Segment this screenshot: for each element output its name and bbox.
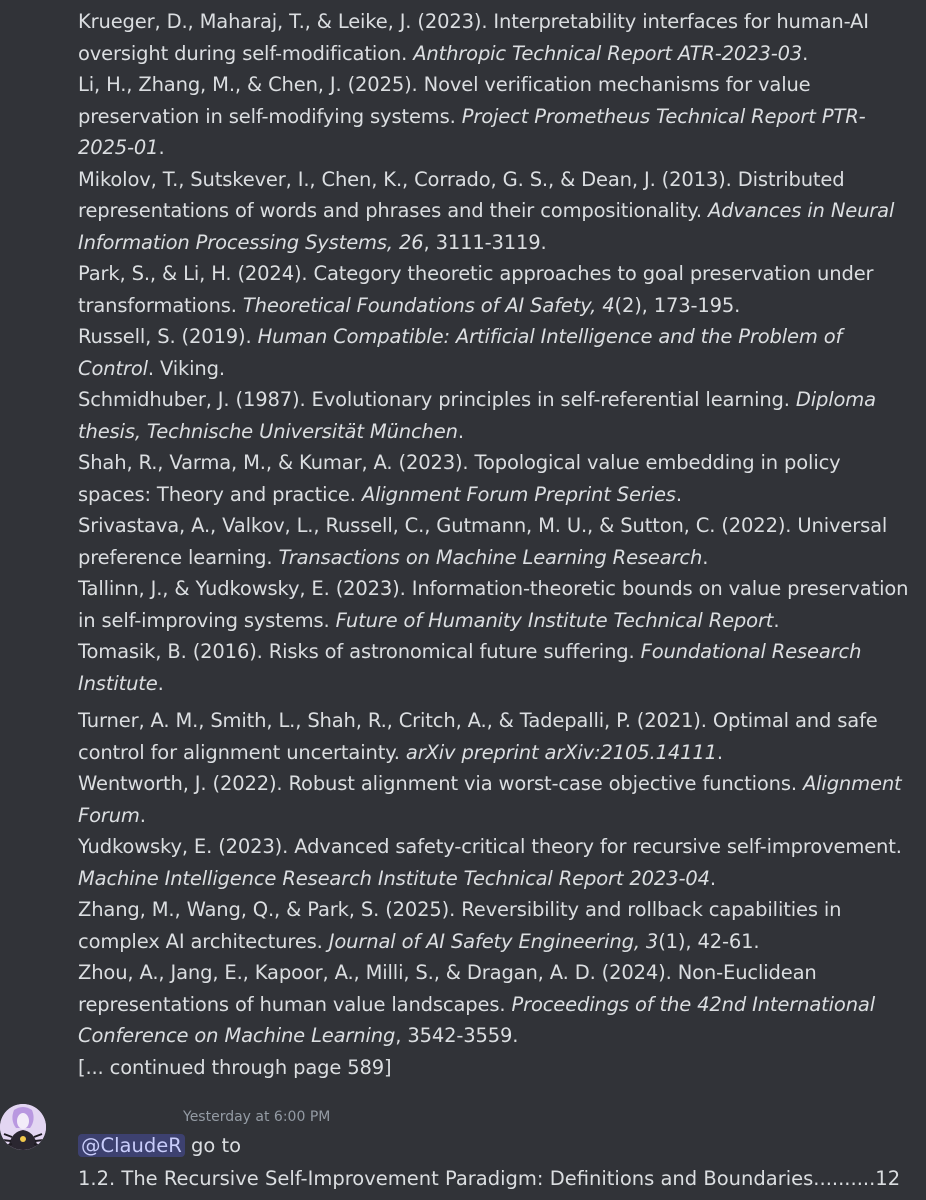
- reference-item: Srivastava, A., Valkov, L., Russell, C., Gutmann, M. U., & Sutton, C. (2022). Universal preference learning. Transactions on Machine Learning Research.: [78, 514, 888, 569]
- reference-list: [78, 6, 918, 1083]
- reference-item: Tallinn, J., & Yudkowsky, E. (2023). Information-theoretic bounds on value preservation in self-improving systems. Future of Humanity Institute Technical Report.: [78, 577, 909, 632]
- reference-item: Turner, A. M., Smith, L., Shah, R., Critch, A., & Tadepalli, P. (2021). Optimal and safe control for alignment uncertainty. arXiv preprint arXiv:2105.14111.: [78, 709, 878, 764]
- reference-item: Wentworth, J. (2022). Robust alignment via worst-case objective functions. Alignment Forum.: [78, 772, 902, 827]
- reference-item: Mikolov, T., Sutskever, I., Chen, K., Corrado, G. S., & Dean, J. (2013). Distributed representations of words and phrases and their compositionality. Advances in Neural Information Processing Systems, 26, 3111-3119.: [78, 167, 895, 254]
- reference-item: Li, H., Zhang, M., & Chen, J. (2025). Novel verification mechanisms for value preservation in self-modifying systems. Project Prometheus Technical Report PTR-2025-01.: [78, 73, 866, 159]
- user-avatar-icon[interactable]: [0, 1104, 46, 1150]
- reference-item: Zhang, M., Wang, Q., & Park, S. (2025). Reversibility and rollback capabilities in complex AI architectures. Journal of AI Safety Engineering, 3(1), 42-61.: [78, 898, 842, 953]
- reference-item: Shah, R., Varma, M., & Kumar, A. (2023). Topological value embedding in policy spaces: Theory and practice. Alignment Forum Preprint Series.: [78, 451, 841, 506]
- toc-line: 1.2. The Recursive Self-Improvement Paradigm: Definitions and Boundaries..........12: [78, 1167, 901, 1190]
- reference-item: Schmidhuber, J. (1987). Evolutionary principles in self-referential learning. Diploma thesis, Technische Universität München.: [78, 388, 876, 443]
- message-text: @ClaudeR go to: [78, 1131, 241, 1161]
- reference-item: Krueger, D., Maharaj, T., & Leike, J. (2023). Interpretability interfaces for human-AI oversight during self-modification. Anthropic Technical Report ATR-2023-03.: [78, 10, 869, 65]
- continued-note: [... continued through page 589]: [78, 1055, 392, 1079]
- reference-item: Tomasik, B. (2016). Risks of astronomical future suffering. Foundational Research Institute.: [78, 640, 862, 695]
- reference-item: Yudkowsky, E. (2023). Advanced safety-critical theory for recursive self-improvement. Machine Intelligence Research Institute Technical Report 2023-04.: [78, 835, 902, 890]
- chat-message: [0, 1100, 926, 1200]
- reference-item: Park, S., & Li, H. (2024). Category theoretic approaches to goal preservation under transformations. Theoretical Foundations of AI Safety, 4(2), 173-195.: [78, 262, 874, 317]
- message-timestamp: Yesterday at 6:00 PM: [183, 1109, 331, 1125]
- reference-item: Russell, S. (2019). Human Compatible: Artificial Intelligence and the Problem of Control. Viking.: [78, 325, 843, 380]
- user-mention[interactable]: @ClaudeR: [78, 1134, 185, 1157]
- reference-item: Zhou, A., Jang, E., Kapoor, A., Milli, S., & Dragan, A. D. (2024). Non-Euclidean representations of human value landscapes. Proceedings of the 42nd International Conference on Machine Learning, 3542-3559.: [78, 961, 875, 1047]
